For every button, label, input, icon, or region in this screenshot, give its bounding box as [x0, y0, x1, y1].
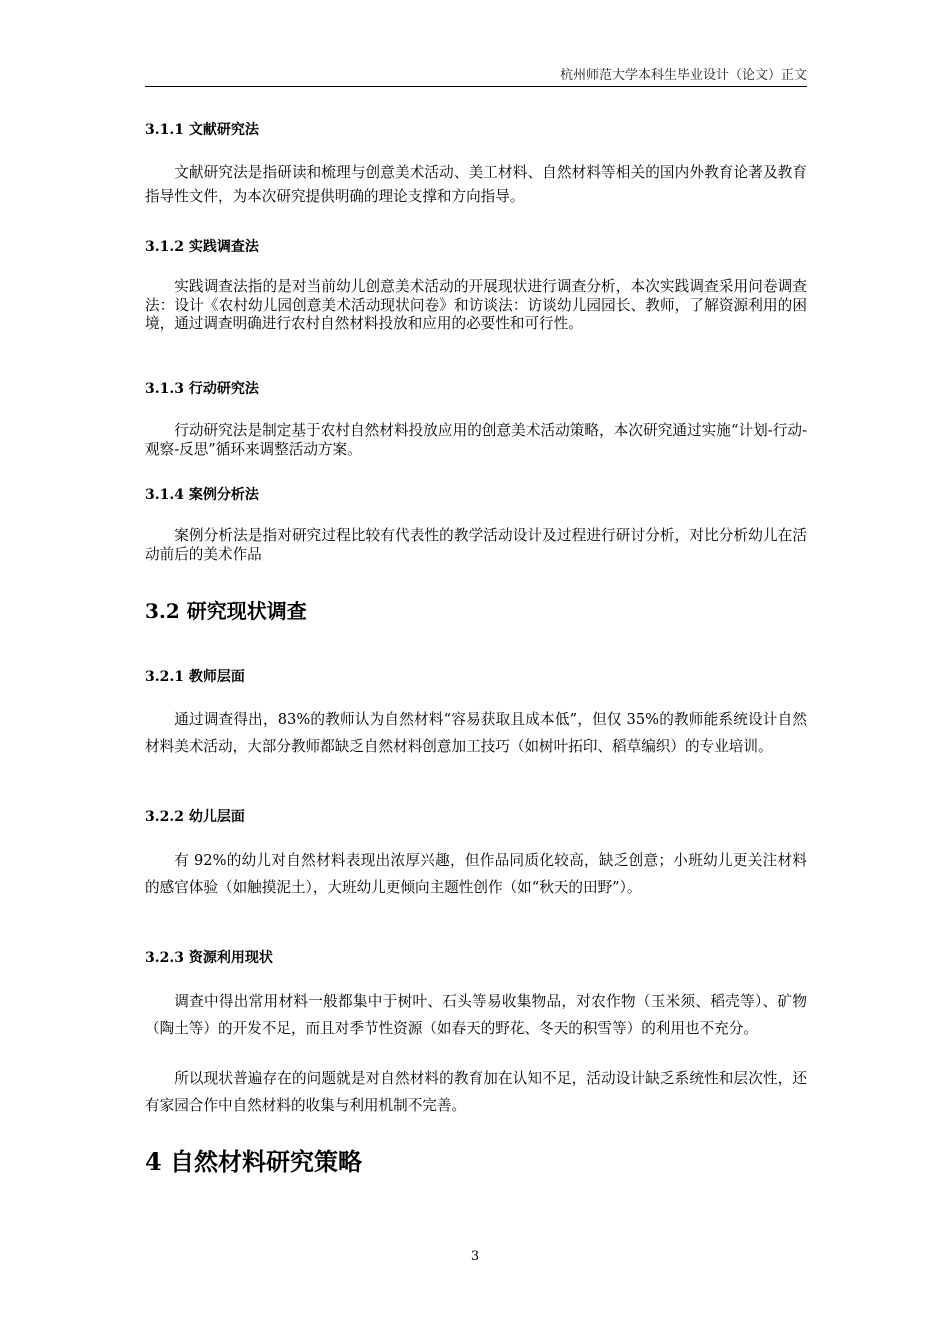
paragraph-3-2-2: 有 92%的幼儿对自然材料表现出浓厚兴趣，但作品同质化较高，缺乏创意；小班幼儿更关注材料的感官体验（如触摸泥土），大班幼儿更倾向主题性创作（如“秋天的田野”）。 — [145, 852, 807, 896]
paragraph-3-1-3: 行动研究法是制定基于农村自然材料投放应用的创意美术活动策略，本次研究通过实施“计划-行动-观察-反思”循环来调整活动方案。 — [145, 422, 807, 458]
paragraph-3-2-1: 通过调查得出，83%的教师认为自然材料“容易获取且成本低”，但仅 35%的教师能系统设计自然材料美术活动，大部分教师都缺乏自然材料创意加工技巧（如树叶拓印、稻草编织）的专业培训。 — [145, 711, 807, 755]
paragraph-3-2-3: 调查中得出常用材料一般都集中于树叶、石头等易收集物品，对农作物（玉米须、稻壳等）、矿物（陶土等）的开发不足，而且对季节性资源（如春天的野花、冬天的积雪等）的利用也不充分。 — [145, 993, 807, 1037]
page-number: 3 — [470, 1249, 480, 1264]
paragraph-3-2-3-summary: 所以现状普遍存在的问题就是对自然材料的教育加在认知不足，活动设计缺乏系统性和层次性，还有家园合作中自然材料的收集与利用机制不完善。 — [145, 1070, 807, 1114]
heading-3-2: 3.2 研究现状调查 — [145, 599, 307, 623]
heading-3-1-4: 3.1.4 案例分析法 — [145, 487, 259, 503]
heading-3-1-1: 3.1.1 文献研究法 — [145, 122, 259, 138]
paragraph-3-1-4: 案例分析法是指对研究过程比较有代表性的教学活动设计及过程进行研讨分析，对比分析幼儿在活动前后的美术作品 — [145, 527, 807, 563]
heading-3-1-3: 3.1.3 行动研究法 — [145, 381, 259, 397]
heading-3-2-1: 3.2.1 教师层面 — [145, 669, 245, 685]
paragraph-3-1-1: 文献研究法是指研读和梳理与创意美术活动、美工材料、自然材料等相关的国内外教育论著及教育指导性文件，为本次研究提供明确的理论支撑和方向指导。 — [145, 164, 807, 205]
heading-3-2-2: 3.2.2 幼儿层面 — [145, 809, 245, 825]
header-rule — [145, 86, 807, 87]
heading-3-2-3: 3.2.3 资源利用现状 — [145, 950, 273, 966]
paragraph-3-1-2: 实践调查法指的是对当前幼儿创意美术活动的开展现状进行调查分析，本次实践调查采用问卷调查法：设计《农村幼儿园创意美术活动现状问卷》和访谈法：访谈幼儿园园长、教师，了解资源利用的困境，通过调查明确进行农村自然材料投放和应用的必要性和可行性。 — [145, 278, 807, 332]
page-header: 杭州师范大学本科生毕业设计（论文）正文 — [559, 68, 807, 83]
heading-3-1-2: 3.1.2 实践调查法 — [145, 239, 259, 255]
heading-4: 4 自然材料研究策略 — [145, 1147, 363, 1176]
